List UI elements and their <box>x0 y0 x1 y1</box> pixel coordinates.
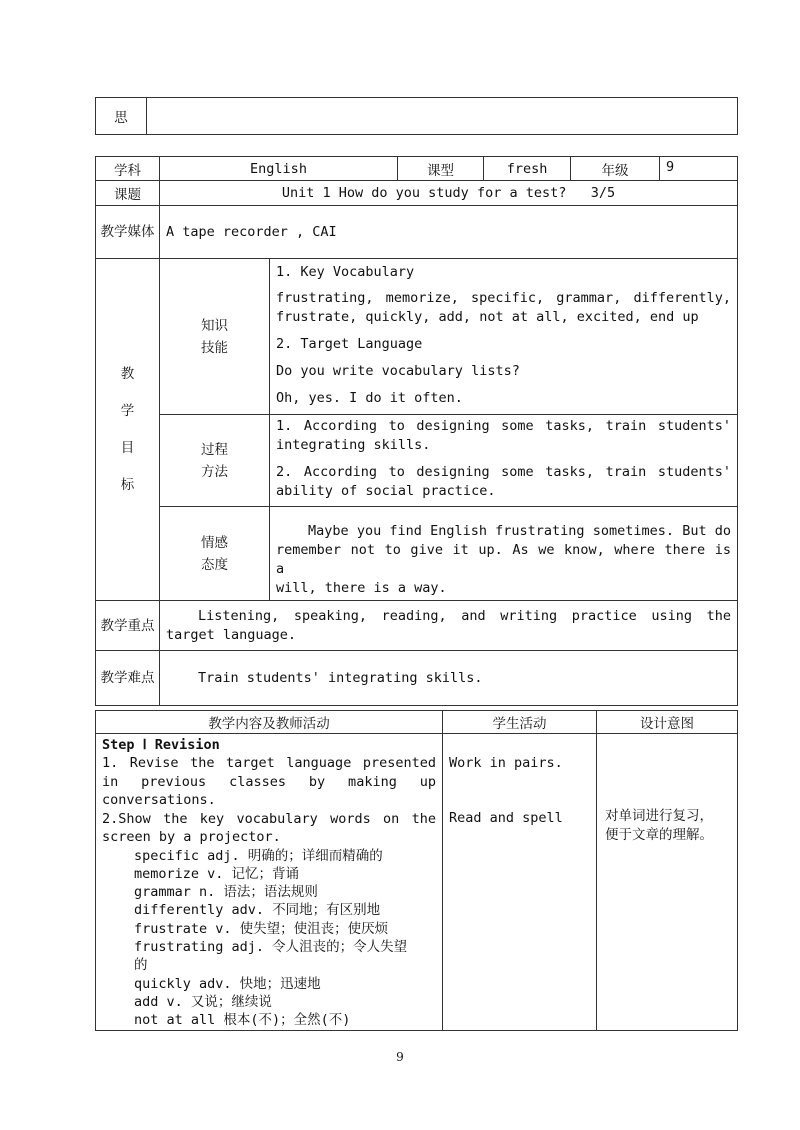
difficulties-content: Train students' integrating skills. <box>160 651 738 706</box>
grade-value: 9 <box>660 157 738 181</box>
header-design-intent: 设计意图 <box>597 711 738 734</box>
vocab-item: 的 <box>134 957 148 974</box>
lesson-plan-table <box>95 156 738 706</box>
process-label-line: 方法 <box>201 463 228 480</box>
knowledge-content <box>270 259 738 415</box>
header-teacher-activity: 教学内容及教师活动 <box>96 711 443 734</box>
attitude-line: Maybe you find English frustrating sometimes. But do <box>308 523 732 539</box>
attitude-line: will, there is a way. <box>276 580 447 596</box>
design-intent-content <box>597 734 738 1031</box>
attitude-content <box>270 507 738 601</box>
process-line: integrating skills. <box>276 437 431 453</box>
objectives-label-char: 标 <box>120 476 135 493</box>
process-content <box>270 415 738 507</box>
process-label-line: 过程 <box>201 441 228 458</box>
attitude-label-line: 情感 <box>201 534 228 551</box>
type-label: 课型 <box>398 157 484 181</box>
process-line: 1. According to designing some tasks, train students' <box>276 418 732 434</box>
topic-label: 课题 <box>96 181 160 206</box>
objectives-label <box>96 259 160 601</box>
teacher-line: 2.Show the key vocabulary words on the <box>102 810 436 827</box>
process-line: 2. According to designing some tasks, train students' <box>276 464 732 480</box>
key-points-label: 教学重点 <box>96 601 160 651</box>
reflection-table <box>95 97 738 135</box>
knowledge-line: Do you write vocabulary lists? <box>276 363 520 379</box>
teacher-line: in previous classes by making up <box>102 773 436 790</box>
reflection-label: 思 <box>96 98 147 135</box>
objectives-label-char: 学 <box>120 402 135 419</box>
knowledge-line: Oh, yes. I do it often. <box>276 390 463 406</box>
attitude-label <box>160 507 270 601</box>
student-line: Work in pairs. <box>449 755 563 771</box>
vocab-item: quickly adv. 快地；迅速地 <box>134 975 321 992</box>
key-points-line: target language. <box>166 626 297 643</box>
attitude-line: remember not to give it up. As we know, where there is a <box>276 542 732 577</box>
header-student-activity: 学生活动 <box>443 711 597 734</box>
knowledge-label-line: 技能 <box>201 339 228 356</box>
vocab-item: not at all 根本(不)；全然(不) <box>134 1012 351 1029</box>
teacher-line: 1. Revise the target language presented <box>102 755 436 771</box>
objectives-label-char: 目 <box>120 439 135 456</box>
step-title: Step Ⅰ Revision <box>102 737 220 753</box>
design-line: 对单词进行复习， <box>605 808 713 824</box>
knowledge-line: 1. Key Vocabulary <box>276 264 415 280</box>
page-number: 9 <box>396 1050 404 1064</box>
teacher-line: conversations. <box>102 792 216 808</box>
knowledge-line: frustrate, quickly, add, not at all, excited, end up <box>276 309 699 325</box>
vocab-item: specific adj. 明确的；详细而精确的 <box>134 847 383 864</box>
knowledge-line: 2. Target Language <box>276 336 423 352</box>
media-label: 教学媒体 <box>96 206 160 259</box>
vocab-item: grammar n. 语法；语法规则 <box>134 884 318 901</box>
vocab-item: add v. 又说；继续说 <box>134 993 272 1010</box>
student-line: Read and spell <box>449 810 563 826</box>
objectives-label-char: 教 <box>120 365 135 382</box>
topic-value: Unit 1 How do you study for a test? 3/5 <box>160 181 738 206</box>
design-line: 便于文章的理解。 <box>605 827 713 843</box>
difficulties-label: 教学难点 <box>96 651 160 706</box>
teacher-line: screen by a projector. <box>102 829 281 845</box>
key-points-content <box>160 601 738 651</box>
teacher-activity-content <box>96 734 443 1031</box>
student-activity-content <box>443 734 597 1031</box>
type-value: fresh <box>484 157 571 181</box>
attitude-label-line: 态度 <box>201 556 228 573</box>
vocab-item: frustrate v. 使失望；使沮丧；使厌烦 <box>134 920 389 937</box>
subject-value: English <box>160 157 398 181</box>
knowledge-line: frustrating, memorize, specific, grammar, differently, <box>276 290 732 306</box>
process-line: ability of social practice. <box>276 483 496 499</box>
knowledge-label <box>160 259 270 415</box>
knowledge-label-line: 知识 <box>201 317 228 334</box>
vocab-item: memorize v. 记忆；背诵 <box>134 865 300 882</box>
reflection-value <box>147 98 738 135</box>
grade-label: 年级 <box>571 157 660 181</box>
subject-label: 学科 <box>96 157 160 181</box>
vocab-item: frustrating adj. 令人沮丧的；令人失望 <box>134 938 408 955</box>
vocab-item: differently adv. 不同地；有区别地 <box>134 902 381 919</box>
process-label <box>160 415 270 507</box>
media-value: A tape recorder , CAI <box>160 206 738 259</box>
teaching-process-table <box>95 710 738 1031</box>
key-points-line: Listening, speaking, reading, and writing practice using the <box>198 607 732 624</box>
